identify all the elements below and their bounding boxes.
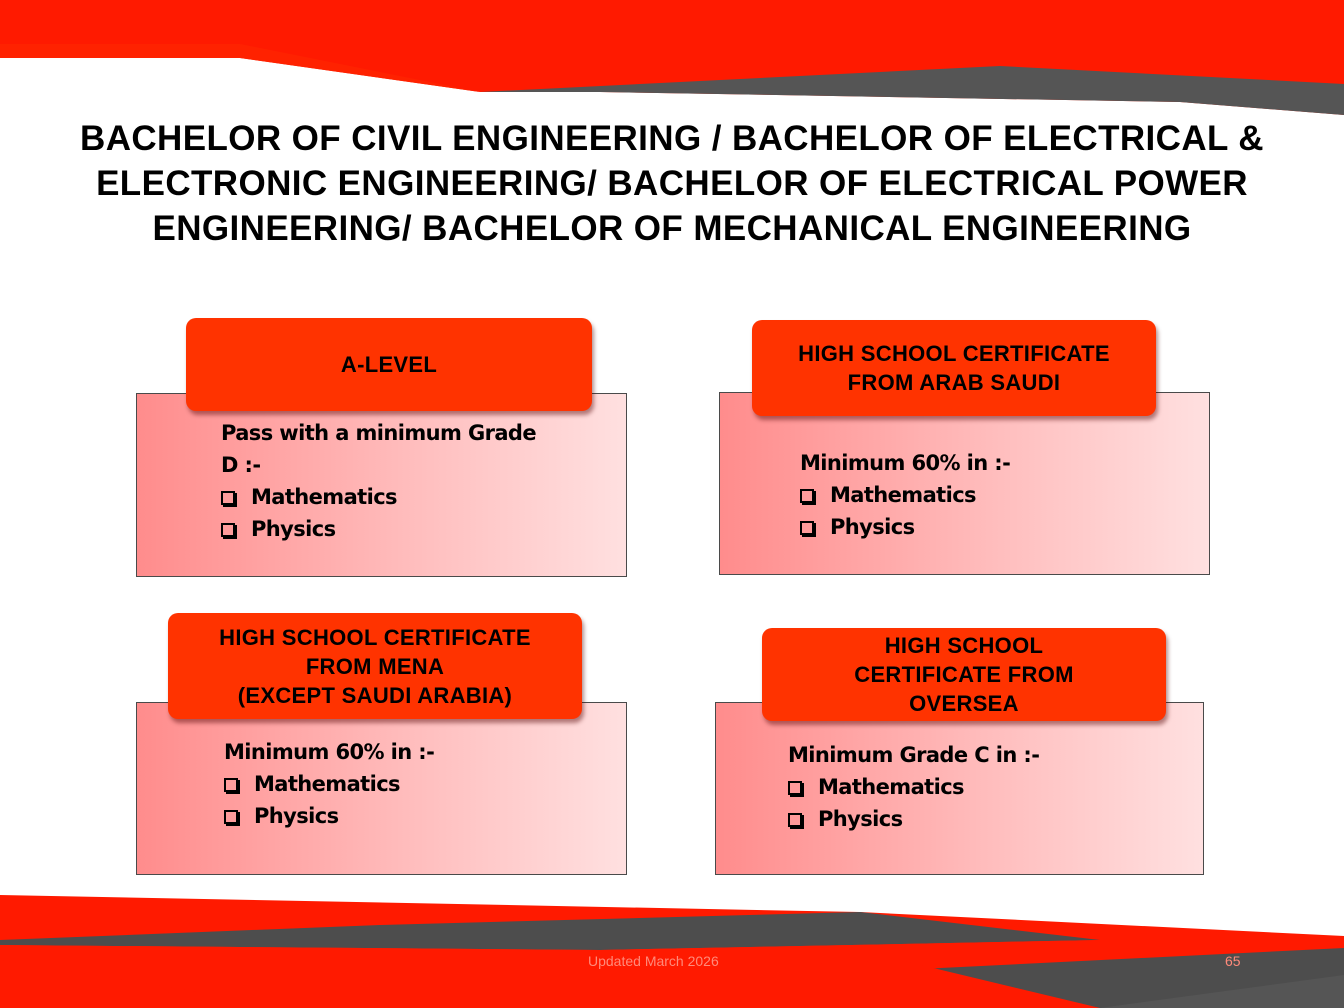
subject-label: Physics	[254, 804, 339, 828]
card-arab-saudi-heading	[752, 320, 1156, 416]
list-item	[788, 771, 1039, 803]
card-oversea-heading	[762, 628, 1166, 721]
card-intro-line: Pass with a minimum Grade	[221, 421, 536, 445]
subject-label: Physics	[818, 807, 903, 831]
list-item	[224, 768, 434, 800]
checkbox-bullet-icon	[221, 523, 235, 537]
slide-title: BACHELOR OF CIVIL ENGINEERING / BACHELOR OF ELECTRICAL & ELECTRONIC ENGINEERING/ BACHELOR OF ELECTRICAL POWER ENGINEERING/ BACHELOR OF MECHANICAL ENGINEERING	[80, 119, 1264, 248]
card-intro-line: Minimum 60% in :-	[800, 451, 1011, 475]
list-item	[224, 800, 434, 832]
list-item	[800, 479, 1010, 511]
subject-label: Mathematics	[254, 772, 400, 796]
checkbox-bullet-icon	[800, 489, 814, 503]
card-intro-line: Minimum 60% in :-	[224, 740, 435, 764]
checkbox-bullet-icon	[221, 491, 235, 505]
card-a-level-content	[221, 417, 536, 545]
card-intro-line: D :-	[221, 453, 261, 477]
checkbox-bullet-icon	[224, 778, 238, 792]
subject-label: Mathematics	[818, 775, 964, 799]
list-item	[800, 511, 1010, 543]
card-heading-text: HIGH SCHOOL CERTIFICATE FROM ARAB SAUDI	[798, 341, 1110, 395]
subject-label: Mathematics	[830, 483, 976, 507]
list-item	[221, 513, 536, 545]
checkbox-bullet-icon	[788, 781, 802, 795]
page-number: 65	[1225, 953, 1241, 969]
subject-label: Physics	[830, 515, 915, 539]
card-mena-content	[224, 736, 434, 832]
checkbox-bullet-icon	[800, 521, 814, 535]
list-item	[221, 481, 536, 513]
card-oversea-content	[788, 739, 1039, 835]
footer-updated: Updated March 2026	[588, 953, 719, 969]
card-intro-line: Minimum Grade C in :-	[788, 743, 1040, 767]
card-arab-saudi-content	[800, 447, 1010, 543]
list-item	[788, 803, 1039, 835]
checkbox-bullet-icon	[224, 810, 238, 824]
checkbox-bullet-icon	[788, 813, 802, 827]
subject-label: Physics	[251, 517, 336, 541]
card-mena-heading	[168, 613, 582, 719]
card-a-level-heading	[186, 318, 592, 411]
card-heading-text: A-LEVEL	[340, 352, 438, 377]
card-heading-text: HIGH SCHOOL CERTIFICATE FROM MENA (EXCEPT SAUDI ARABIA)	[219, 624, 531, 708]
card-heading-text: HIGH SCHOOL CERTIFICATE FROM OVERSEA	[854, 633, 1074, 716]
subject-label: Mathematics	[251, 485, 397, 509]
